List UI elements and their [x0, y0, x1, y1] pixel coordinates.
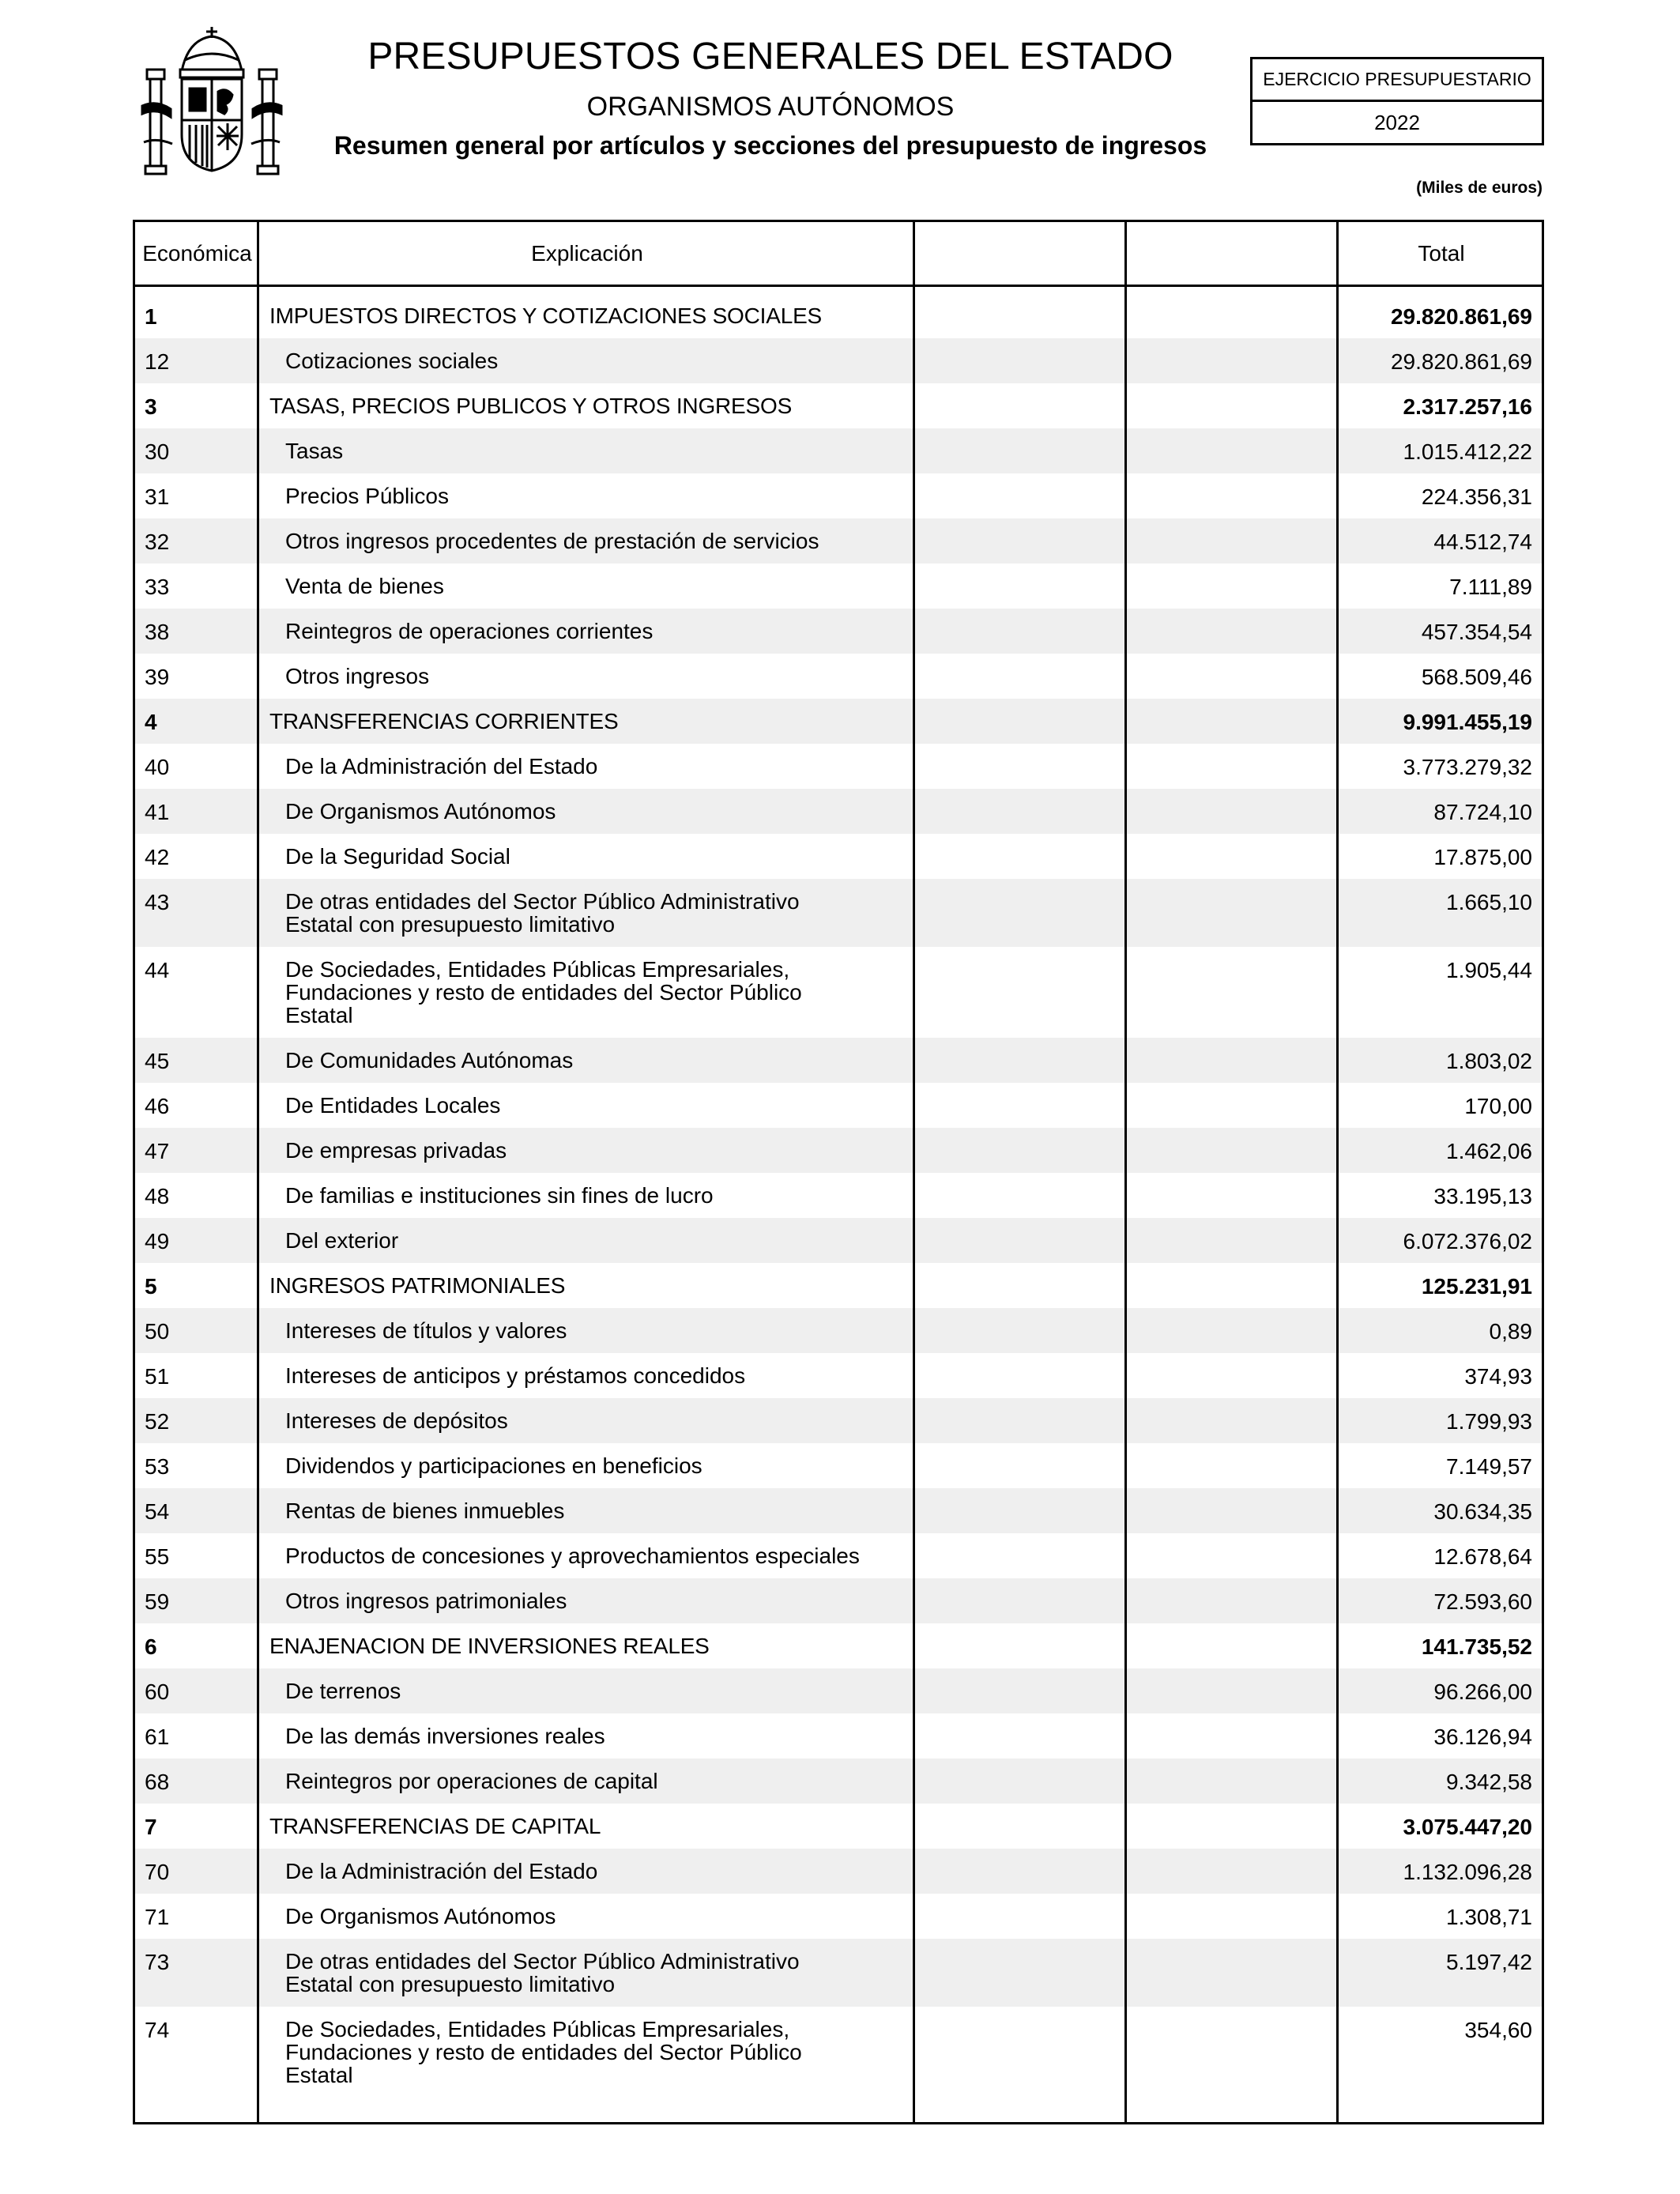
row-total: 30.634,35: [1433, 1499, 1532, 1524]
table-row: [135, 1849, 1542, 1894]
row-total: 1.665,10: [1446, 890, 1532, 914]
row-total: 457.354,54: [1421, 620, 1532, 644]
row-total: 29.820.861,69: [1390, 349, 1532, 374]
table-row: [135, 518, 1542, 564]
row-total: 1.132.096,28: [1403, 1860, 1532, 1884]
row-code: 43: [145, 890, 170, 914]
row-total: 33.195,13: [1433, 1184, 1532, 1208]
row-explanation: De la Administración del Estado: [285, 1859, 598, 1883]
row-code: 71: [145, 1905, 170, 1929]
table-body: [135, 293, 1542, 2098]
row-total: 125.231,91: [1421, 1274, 1532, 1299]
row-total: 7.149,57: [1446, 1454, 1532, 1479]
row-explanation: INGRESOS PATRIMONIALES: [269, 1273, 566, 1298]
row-code: 60: [145, 1679, 170, 1704]
row-code: 52: [145, 1409, 170, 1434]
row-total: 9.991.455,19: [1403, 710, 1532, 734]
row-total: 29.820.861,69: [1390, 304, 1532, 329]
row-code: 12: [145, 349, 170, 374]
row-total: 3.773.279,32: [1403, 755, 1532, 779]
coat-of-arms-icon: [133, 24, 291, 182]
row-code: 73: [145, 1950, 170, 1974]
row-explanation: TRANSFERENCIAS DE CAPITAL: [269, 1814, 601, 1838]
row-explanation: Dividendos y participaciones en beneficios: [285, 1453, 703, 1478]
row-code: 30: [145, 439, 170, 464]
table-row: [135, 654, 1542, 699]
table-row: [135, 1038, 1542, 1083]
table-row: [135, 1398, 1542, 1443]
column-divider: [257, 222, 259, 2122]
row-explanation: Tasas: [285, 439, 344, 463]
table-row: [135, 1443, 1542, 1488]
table-row-chapter: [135, 383, 1542, 428]
exercise-label: EJERCICIO PRESUPUESTARIO: [1252, 59, 1542, 102]
row-total: 5.197,42: [1446, 1950, 1532, 1974]
row-code: 44: [145, 958, 170, 982]
table-row: [135, 744, 1542, 789]
row-code: 4: [145, 710, 157, 734]
table-header: [135, 222, 1542, 287]
table-row: [135, 1939, 1542, 2007]
row-code: 38: [145, 620, 170, 644]
table-row: [135, 1894, 1542, 1939]
column-header-total: Total: [1418, 240, 1465, 266]
row-code: 42: [145, 845, 170, 869]
row-explanation: De Sociedades, Entidades Públicas Empresariales, Fundaciones y resto de entidades del Sector Público Estatal: [285, 957, 802, 1027]
row-explanation: IMPUESTOS DIRECTOS Y COTIZACIONES SOCIALES: [269, 303, 823, 328]
row-explanation: Precios Públicos: [285, 484, 449, 508]
row-total: 17.875,00: [1433, 845, 1532, 869]
row-explanation: De otras entidades del Sector Público Administrativo Estatal con presupuesto limitativo: [285, 889, 800, 937]
table-row: [135, 1533, 1542, 1578]
table-row: [135, 789, 1542, 834]
row-explanation: Otros ingresos patrimoniales: [285, 1589, 567, 1613]
row-explanation: TASAS, PRECIOS PUBLICOS Y OTROS INGRESOS: [269, 394, 793, 418]
row-explanation: Otros ingresos procedentes de prestación de servicios: [285, 529, 819, 553]
row-explanation: Productos de concesiones y aprovechamientos especiales: [285, 1544, 860, 1568]
column-header-explanation: Explicación: [531, 240, 643, 266]
table-row: [135, 1668, 1542, 1713]
table-row-chapter: [135, 293, 1542, 338]
exercise-box: [1250, 57, 1544, 145]
row-total: 44.512,74: [1433, 530, 1532, 554]
document-title: PRESUPUESTOS GENERALES DEL ESTADO: [367, 36, 1173, 77]
column-header-code: Económica: [142, 240, 252, 266]
table-row: [135, 947, 1542, 1038]
table-row-chapter: [135, 1623, 1542, 1668]
table-row: [135, 1218, 1542, 1263]
row-total: 3.075.447,20: [1403, 1815, 1532, 1839]
table-row: [135, 1353, 1542, 1398]
table-row: [135, 564, 1542, 609]
row-explanation: Intereses de depósitos: [285, 1408, 508, 1433]
document-description: Resumen general por artículos y secciones del presupuesto de ingresos: [333, 131, 1207, 160]
row-code: 5: [145, 1274, 157, 1299]
table-row-chapter: [135, 699, 1542, 744]
column-divider: [1336, 222, 1339, 2122]
row-total: 1.803,02: [1446, 1049, 1532, 1073]
row-explanation: De Organismos Autónomos: [285, 1904, 556, 1928]
table-row: [135, 1128, 1542, 1173]
table-row: [135, 1488, 1542, 1533]
row-code: 55: [145, 1544, 170, 1569]
row-total: 12.678,64: [1433, 1544, 1532, 1569]
row-code: 50: [145, 1319, 170, 1344]
row-explanation: Rentas de bienes inmuebles: [285, 1498, 565, 1523]
document-subtitle: ORGANISMOS AUTÓNOMOS: [586, 92, 955, 122]
row-explanation: De las demás inversiones reales: [285, 1724, 605, 1748]
row-code: 31: [145, 484, 170, 509]
table-row-chapter: [135, 1263, 1542, 1308]
row-code: 51: [145, 1364, 170, 1389]
row-explanation: Reintegros de operaciones corrientes: [285, 619, 654, 643]
table-row: [135, 428, 1542, 473]
table-row: [135, 1759, 1542, 1804]
row-code: 40: [145, 755, 170, 779]
row-total: 1.905,44: [1446, 958, 1532, 982]
table-row: [135, 609, 1542, 654]
row-explanation: De familias e instituciones sin fines de lucro: [285, 1183, 714, 1208]
row-explanation: Reintegros por operaciones de capital: [285, 1769, 658, 1793]
row-total: 7.111,89: [1449, 575, 1532, 599]
row-total: 1.799,93: [1446, 1409, 1532, 1434]
row-code: 7: [145, 1815, 157, 1839]
table-row: [135, 1713, 1542, 1759]
row-total: 9.342,58: [1446, 1770, 1532, 1794]
row-code: 32: [145, 530, 170, 554]
row-explanation: Venta de bienes: [285, 574, 444, 598]
column-divider: [913, 222, 915, 2122]
row-total: 141.735,52: [1421, 1634, 1532, 1659]
table-row: [135, 1578, 1542, 1623]
table-row: [135, 1308, 1542, 1353]
row-total: 36.126,94: [1433, 1725, 1532, 1749]
row-explanation: De empresas privadas: [285, 1138, 507, 1163]
row-code: 49: [145, 1229, 170, 1253]
row-explanation: Intereses de títulos y valores: [285, 1318, 567, 1343]
row-explanation: De la Seguridad Social: [285, 844, 510, 869]
row-code: 41: [145, 800, 170, 824]
column-header-empty-1: [915, 222, 1127, 285]
row-code: 59: [145, 1589, 170, 1614]
row-total: 1.462,06: [1446, 1139, 1532, 1163]
row-code: 46: [145, 1094, 170, 1118]
row-code: 33: [145, 575, 170, 599]
row-total: 1.015.412,22: [1403, 439, 1532, 464]
row-total: 1.308,71: [1446, 1905, 1532, 1929]
row-total: 6.072.376,02: [1403, 1229, 1532, 1253]
budget-table: [133, 220, 1544, 2124]
row-explanation: Cotizaciones sociales: [285, 349, 499, 373]
table-row: [135, 834, 1542, 879]
table-row: [135, 1083, 1542, 1128]
row-code: 39: [145, 665, 170, 689]
row-explanation: De Comunidades Autónomas: [285, 1048, 574, 1072]
row-explanation: De Organismos Autónomos: [285, 799, 556, 824]
table-row: [135, 2007, 1542, 2098]
units-note: (Miles de euros): [1416, 179, 1543, 197]
row-explanation: De otras entidades del Sector Público Administrativo Estatal con presupuesto limitativo: [285, 1949, 800, 1996]
row-explanation: ENAJENACION DE INVERSIONES REALES: [269, 1634, 710, 1658]
row-total: 170,00: [1464, 1094, 1532, 1118]
row-total: 224.356,31: [1421, 484, 1532, 509]
row-code: 47: [145, 1139, 170, 1163]
row-explanation: Otros ingresos: [285, 664, 430, 688]
row-total: 568.509,46: [1421, 665, 1532, 689]
table-row: [135, 1173, 1542, 1218]
row-total: 2.317.257,16: [1403, 394, 1532, 419]
row-explanation: De terrenos: [285, 1679, 401, 1703]
row-total: 0,89: [1489, 1319, 1532, 1344]
row-explanation: Intereses de anticipos y préstamos concedidos: [285, 1363, 746, 1388]
row-code: 53: [145, 1454, 170, 1479]
row-code: 3: [145, 394, 157, 419]
row-explanation: De la Administración del Estado: [285, 754, 598, 778]
row-code: 6: [145, 1634, 157, 1659]
row-code: 61: [145, 1725, 170, 1749]
row-code: 54: [145, 1499, 170, 1524]
row-code: 45: [145, 1049, 170, 1073]
row-total: 354,60: [1464, 2018, 1532, 2042]
row-total: 72.593,60: [1433, 1589, 1532, 1614]
table-row: [135, 879, 1542, 947]
coat-of-arms-emblem: [133, 24, 291, 182]
column-divider: [1124, 222, 1127, 2122]
row-explanation: De Entidades Locales: [285, 1093, 501, 1118]
table-row-chapter: [135, 1804, 1542, 1849]
row-code: 1: [145, 304, 157, 329]
row-explanation: De Sociedades, Entidades Públicas Empresariales, Fundaciones y resto de entidades del Sector Público Estatal: [285, 2017, 802, 2087]
column-header-empty-2: [1127, 222, 1339, 285]
row-code: 70: [145, 1860, 170, 1884]
row-total: 374,93: [1464, 1364, 1532, 1389]
exercise-year: 2022: [1374, 110, 1420, 134]
row-total: 96.266,00: [1433, 1679, 1532, 1704]
row-explanation: Del exterior: [285, 1228, 399, 1253]
row-code: 48: [145, 1184, 170, 1208]
table-row: [135, 338, 1542, 383]
row-total: 87.724,10: [1433, 800, 1532, 824]
table-row: [135, 473, 1542, 518]
row-code: 68: [145, 1770, 170, 1794]
row-explanation: TRANSFERENCIAS CORRIENTES: [269, 709, 619, 733]
row-code: 74: [145, 2018, 170, 2042]
